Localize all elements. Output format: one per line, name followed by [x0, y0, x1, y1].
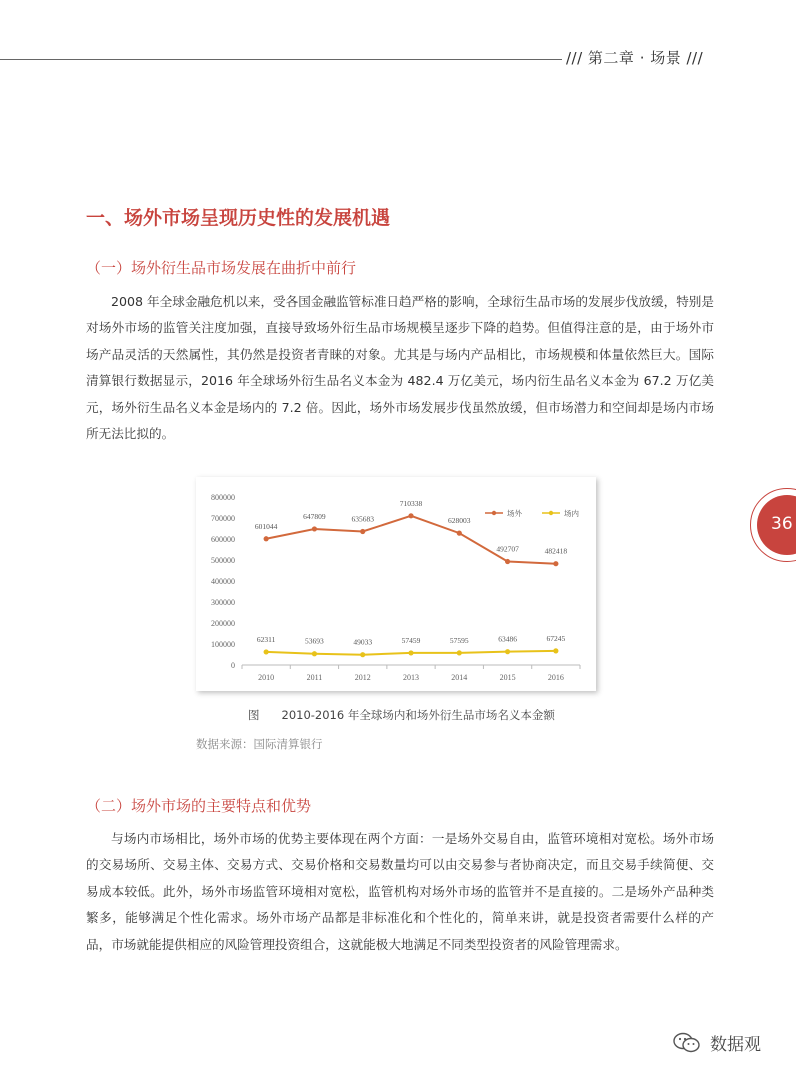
legend-marker	[492, 511, 496, 515]
data-point	[553, 561, 558, 566]
subsection-title: （二）场外市场的主要特点和优势	[86, 797, 312, 815]
page-number: 36	[771, 514, 793, 534]
data-label: 67245	[546, 633, 566, 643]
legend-label: 场内	[564, 509, 579, 518]
data-label: 601044	[254, 521, 278, 531]
data-label: 49033	[353, 637, 373, 647]
wechat-icon	[672, 1031, 702, 1055]
data-point	[408, 513, 413, 518]
data-point	[505, 649, 510, 654]
x-tick-label: 2013	[403, 673, 419, 682]
subsection-title: （一）场外衍生品市场发展在曲折中前行	[86, 259, 357, 277]
data-label: 710338	[399, 498, 423, 508]
header-rule	[0, 59, 562, 60]
x-tick-label: 2015	[499, 673, 516, 682]
data-label: 57595	[449, 635, 469, 645]
data-point	[312, 651, 317, 656]
section-title: 一、场外市场呈现历史性的发展机遇	[86, 207, 391, 229]
data-label: 635683	[351, 514, 374, 524]
data-point	[505, 559, 510, 564]
data-point	[312, 526, 317, 531]
figure-caption	[248, 707, 555, 723]
data-label: 482418	[544, 546, 568, 556]
data-point	[553, 648, 558, 653]
y-tick-label: 600000	[211, 535, 235, 544]
data-point	[360, 529, 365, 534]
y-tick-label: 300000	[211, 598, 235, 607]
body-paragraph: 与场内市场相比，场外市场的优势主要体现在两个方面：一是场外交易自由，监管环境相对宽松。场外市场的交易场所、交易主体、交易方式、交易价格和交易数量均可以由交易参与者协商决定，而且交易手续简便、交易成本较低。此外，场外市场监管环境相对宽松，监管机构对场外市场的监管并不是直接的。二是场外产品种类繁多，能够满足个性化需求。场外市场产品都是非标准化和个性化的，简单来讲，就是投资者需要什么样的产品，市场就能提供相应的风险管理投资组合，这就能极大地满足不同类型投资者的风险管理需求。	[86, 831, 714, 952]
data-point	[264, 536, 269, 541]
chapter-header: /// 第二章 · 场景 ///	[566, 49, 704, 67]
x-tick-label: 2010	[258, 673, 275, 682]
chart-canvas	[196, 477, 596, 691]
watermark	[672, 1030, 761, 1055]
data-point	[408, 650, 413, 655]
data-label: 63486	[498, 634, 517, 644]
y-tick-label: 500000	[211, 556, 235, 565]
y-tick-label: 200000	[211, 619, 235, 628]
y-tick-label: 400000	[211, 577, 235, 586]
line-chart	[196, 477, 596, 691]
legend-marker	[549, 511, 553, 515]
figure-label: 图	[248, 708, 260, 722]
data-point	[457, 650, 462, 655]
series-line	[266, 516, 556, 564]
x-tick-label: 2012	[354, 673, 371, 682]
data-label: 647809	[303, 511, 326, 521]
x-tick-label: 2011	[306, 673, 323, 682]
watermark-text: 数据观	[710, 1035, 761, 1055]
x-tick-label: 2016	[547, 673, 564, 682]
y-tick-label: 0	[231, 661, 235, 670]
y-tick-label: 800000	[211, 493, 235, 502]
figure-caption-text: 2010-2016 年全球场内和场外衍生品市场名义本金额	[281, 708, 555, 722]
data-label: 628003	[448, 516, 471, 526]
x-tick-label: 2014	[451, 673, 468, 682]
y-tick-label: 100000	[211, 640, 235, 649]
data-label: 62311	[256, 634, 276, 644]
data-label: 57459	[401, 635, 421, 645]
y-tick-label: 700000	[211, 514, 235, 523]
data-point	[360, 652, 365, 657]
body-paragraph: 2008 年全球金融危机以来，受各国金融监管标准日趋严格的影响，全球衍生品市场的发展步伐放缓，特别是对场外市场的监管关注度加强，直接导致场外衍生品市场规模呈逐步下降的趋势。但值得注意的是，由于场外市场产品灵活的天然属性，其仍然是投资者青睐的对象。尤其是与场内产品相比，市场规模和体量依然巨大。国际清算银行数据显示，2016 年全球场外衍生品名义本金为 482.4 万亿美元，场内衍生品名义本金为 67.2 万亿美元，场外衍生品名义本金是场内的 7.2 倍。因此，场外市场发展步伐虽然放缓，但市场潜力和空间却是场内市场所无法比拟的。	[86, 294, 714, 442]
figure-source: 数据来源：国际清算银行	[196, 737, 323, 751]
legend-label: 场外	[507, 509, 522, 518]
data-label: 492707	[496, 544, 519, 554]
data-label: 53693	[305, 636, 324, 646]
data-point	[264, 649, 269, 654]
data-point	[457, 531, 462, 536]
